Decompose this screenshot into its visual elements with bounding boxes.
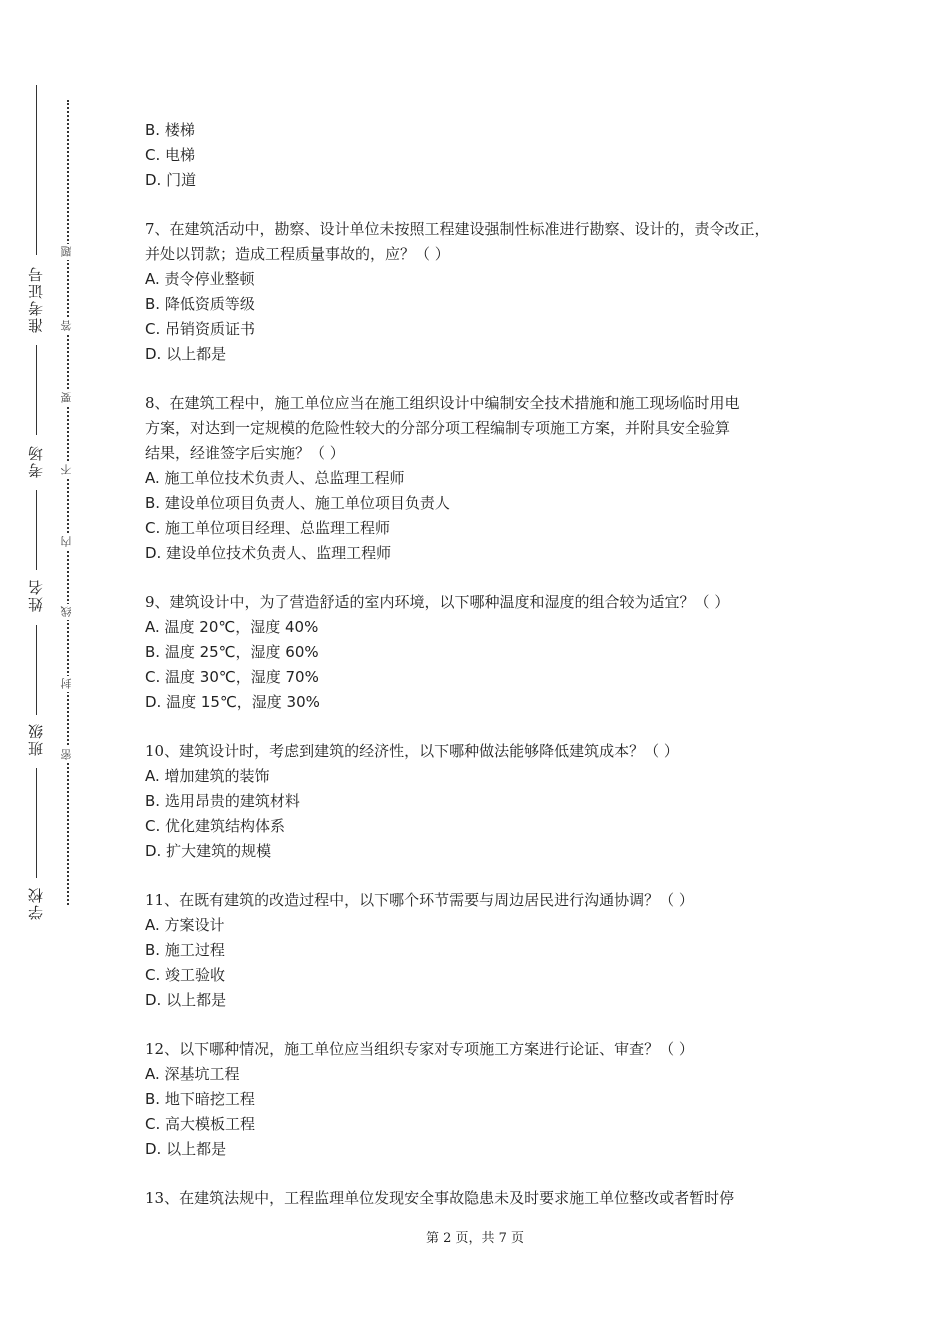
field-line-name <box>36 490 37 570</box>
seal-char: 题 <box>59 244 75 260</box>
seal-char: 内 <box>59 534 75 550</box>
question-9 <box>145 590 835 715</box>
seal-char: 线 <box>59 604 75 620</box>
option-a: A. 施工单位技术负责人、总监理工程师 <box>145 469 405 487</box>
option-c: C. 吊销资质证书 <box>145 320 256 338</box>
option-b: B. 施工过程 <box>145 941 225 959</box>
option-a: A. 方案设计 <box>145 916 225 934</box>
question-stem: 8、在建筑工程中，施工单位应当在施工组织设计中编制安全技术措施和施工现场临时用电 <box>145 394 740 412</box>
binding-margin <box>0 0 110 1344</box>
question-stem: 10、建筑设计时，考虑到建筑的经济性，以下哪种做法能够降低建筑成本？（ ） <box>145 742 679 760</box>
option-c: C. 竣工验收 <box>145 966 226 984</box>
option-b: B. 选用昂贵的建筑材料 <box>145 792 300 810</box>
question-12 <box>145 1037 835 1162</box>
option-a: A. 深基坑工程 <box>145 1065 240 1083</box>
option-b: B. 地下暗挖工程 <box>145 1090 255 1108</box>
option-d: D. 门道 <box>145 171 197 189</box>
exam-id-label: 准考证号 <box>27 265 45 333</box>
option-d: D. 建设单位技术负责人、监理工程师 <box>145 544 392 562</box>
question-6-tail <box>145 118 835 193</box>
question-stem: 13、在建筑法规中，工程监理单位发现安全事故隐患未及时要求施工单位整改或者暂时停 <box>145 1189 735 1207</box>
question-stem: 11、在既有建筑的改造过程中，以下哪个环节需要与周边居民进行沟通协调？（ ） <box>145 891 694 909</box>
option-b: B. 建设单位项目负责人、施工单位项目负责人 <box>145 494 450 512</box>
option-b: B. 降低资质等级 <box>145 295 255 313</box>
name-label: 姓名 <box>27 578 45 612</box>
page-footer: 第 2 页，共 7 页 <box>425 1231 525 1246</box>
option-d: D. 以上都是 <box>145 345 227 363</box>
option-c: C. 优化建筑结构体系 <box>145 817 286 835</box>
option-c: C. 温度 30℃，湿度 70% <box>145 668 319 686</box>
option-a: A. 增加建筑的装饰 <box>145 767 270 785</box>
question-stem: 9、建筑设计中，为了营造舒适的室内环境，以下哪种温度和湿度的组合较为适宜？（ ） <box>145 593 730 611</box>
question-7 <box>145 217 835 367</box>
field-line-exam-room <box>36 345 37 435</box>
exam-room-label: 考场 <box>27 444 45 478</box>
field-line-school <box>36 768 37 878</box>
option-b: B. 温度 25℃，湿度 60% <box>145 643 319 661</box>
question-13 <box>145 1186 835 1211</box>
option-a: A. 温度 20℃，湿度 40% <box>145 618 319 636</box>
option-d: D. 温度 15℃，湿度 30% <box>145 693 320 711</box>
seal-char: 不 <box>59 462 75 478</box>
question-stem: 方案，对达到一定规模的危险性较大的分部分项工程编制专项施工方案，并附具安全验算 <box>145 419 731 437</box>
seal-char: 要 <box>59 390 75 406</box>
option-b: B. 楼梯 <box>145 121 195 139</box>
option-a: A. 责令停业整顿 <box>145 270 255 288</box>
question-8 <box>145 391 835 566</box>
option-c: C. 施工单位项目经理、总监理工程师 <box>145 519 391 537</box>
field-line-exam-id <box>36 85 37 255</box>
question-stem: 7、在建筑活动中，勘察、设计单位未按照工程建设强制性标准进行勘察、设计的，责令改正， <box>145 220 770 238</box>
seal-char: 密 <box>59 747 75 763</box>
school-label: 学校 <box>27 886 45 920</box>
option-d: D. 以上都是 <box>145 1140 227 1158</box>
question-11 <box>145 888 835 1013</box>
field-line-class <box>36 625 37 715</box>
seal-char: 答 <box>59 318 75 334</box>
option-d: D. 扩大建筑的规模 <box>145 842 272 860</box>
seal-char: 封 <box>59 676 75 692</box>
class-label: 班级 <box>27 722 45 756</box>
question-stem: 12、以下哪种情况，施工单位应当组织专家对专项施工方案进行论证、审查？（ ） <box>145 1040 694 1058</box>
option-c: C. 电梯 <box>145 146 196 164</box>
question-10 <box>145 739 835 864</box>
option-c: C. 高大模板工程 <box>145 1115 256 1133</box>
question-stem: 并处以罚款；造成工程质量事故的，应？（ ） <box>145 245 450 263</box>
question-stem: 结果，经谁签字后实施？（ ） <box>145 444 345 462</box>
question-list <box>145 118 835 1211</box>
seal-dotted-line <box>67 100 69 905</box>
option-d: D. 以上都是 <box>145 991 227 1009</box>
